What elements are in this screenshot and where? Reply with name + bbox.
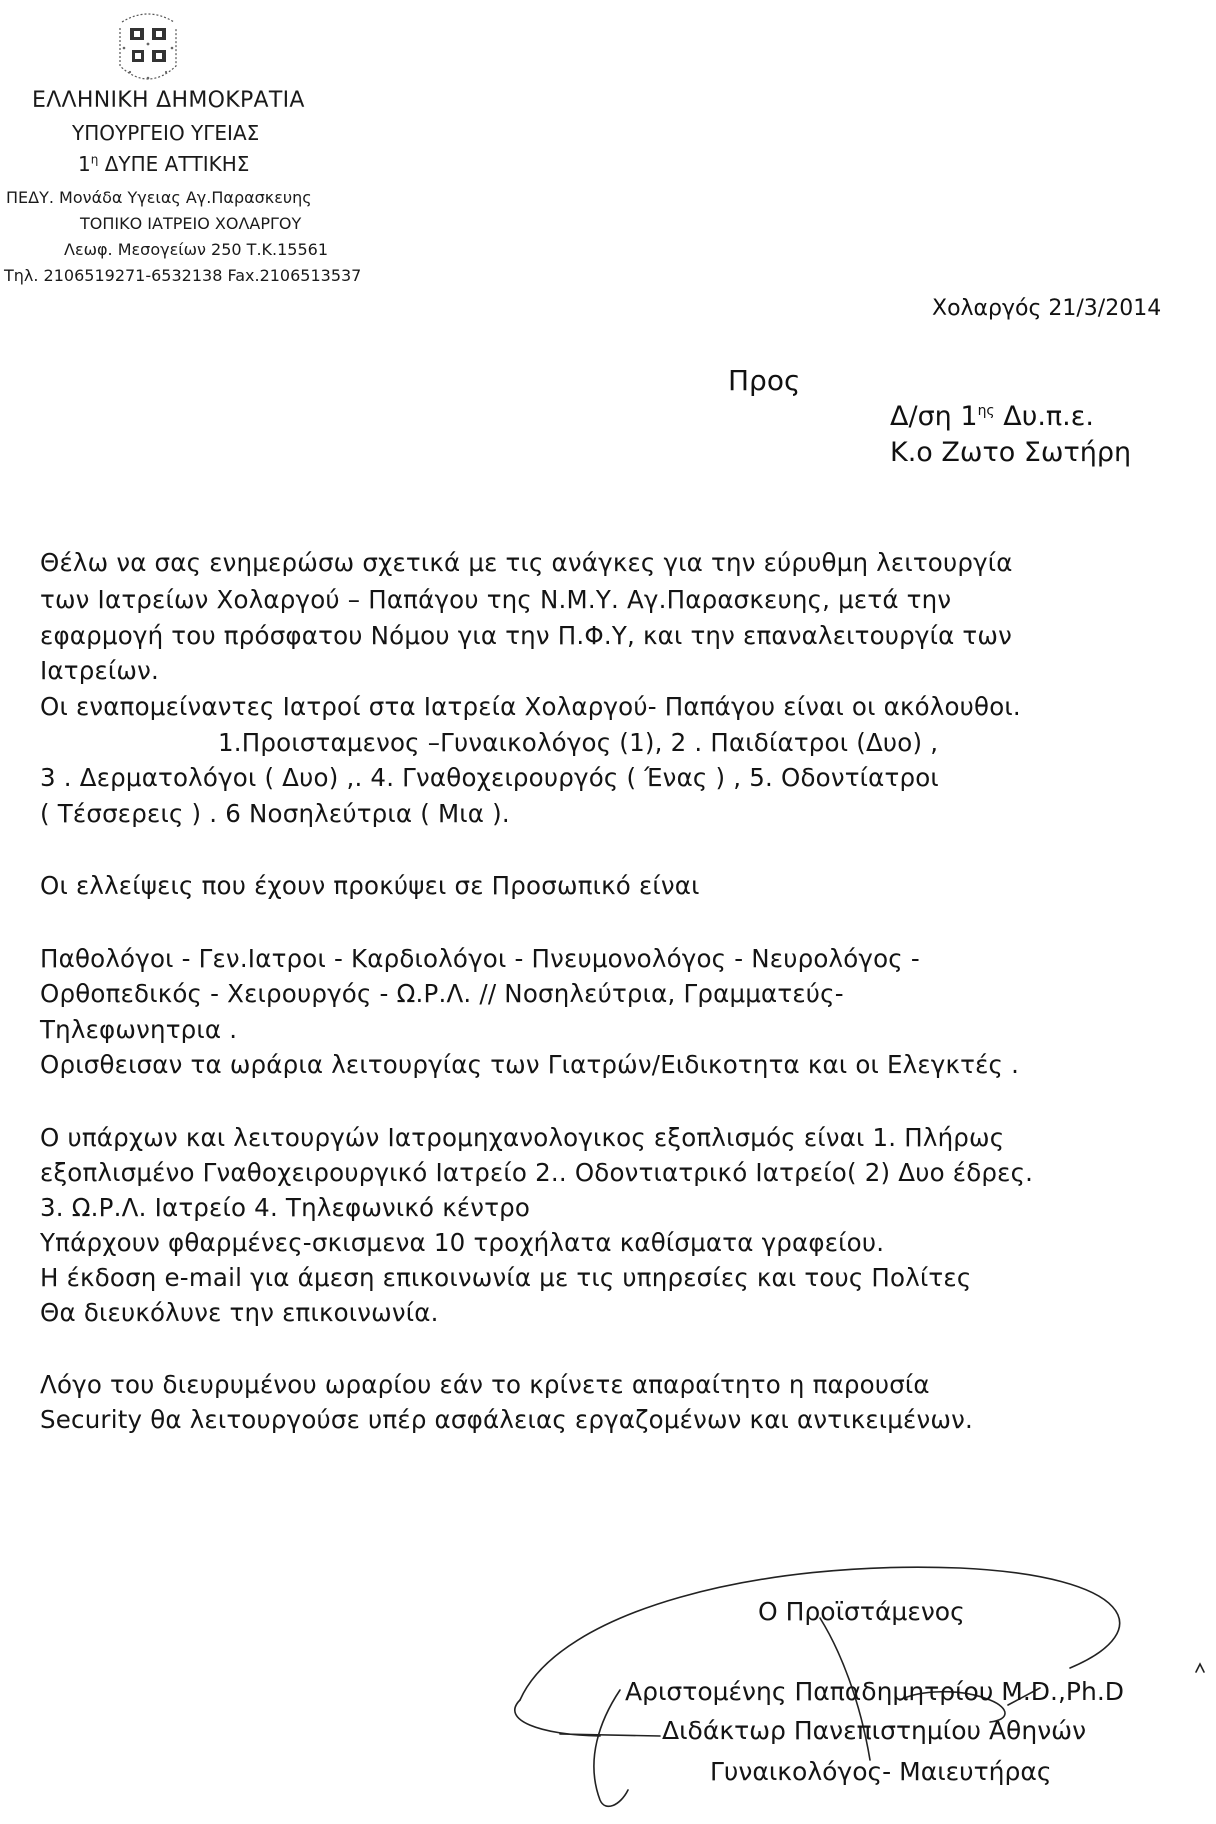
signature-degree: Διδάκτωρ Πανεπιστημίου Αθηνών [662, 1716, 1087, 1745]
health-unit: ΠΕΔΥ. Μονάδα Υγειας Αγ.Παρασκευης [6, 188, 312, 207]
staff-line: ( Τέσσερεις ) . 6 Νοσηλεύτρια ( Μια ). [40, 799, 510, 828]
staff-line: 1.Προισταμενος –Γυναικολόγος (1), 2 . Παιδίατροι (Δυο) , [218, 728, 939, 757]
ministry-name: ΥΠΟΥΡΓΕΙΟ ΥΓΕΙΑΣ [72, 121, 260, 145]
recipient-line-1-post: Δυ.π.ε. [994, 401, 1094, 432]
equipment-line: Υπάρχουν φθαρμένες-σκισμενα 10 τροχήλατα καθίσματα γραφείου. [40, 1228, 885, 1257]
shortages-intro: Οι ελλείψεις που έχουν προκύψει σε Προσωπικό είναι [40, 871, 700, 900]
equipment-line: Η έκδοση e-mail για άμεση επικοινωνία με τις υπηρεσίες και τους Πολίτες [40, 1263, 972, 1292]
clinic-phone: Τηλ. 2106519271-6532138 Fax.2106513537 [4, 266, 362, 285]
body-line: Ιατρείων. [40, 656, 160, 685]
signature-specialty: Γυναικολόγος- Μαιευτήρας [710, 1757, 1052, 1786]
security-line: Security θα λειτουργούσε υπέρ ασφάλειας εργαζομένων και αντικειμένων. [40, 1405, 973, 1434]
shortages-line: Ορθοπεδικός - Χειρουργός - Ω.Ρ.Λ. // Νοσηλεύτρια, Γραμματεύς- [40, 979, 844, 1008]
dype-ordinal: η [90, 152, 99, 167]
letter-date: Χολαργός 21/3/2014 [932, 296, 1162, 321]
body-line: Θέλω να σας ενημερώσω σχετικά με τις ανάγκες για την εύρυθμη λειτουργία [40, 548, 1013, 577]
signature-name: Αριστομένης Παπαδημητρίου M.D.,Ph.D [625, 1677, 1125, 1706]
dype-number: 1 [78, 152, 91, 176]
republic-title: ΕΛΛΗΝΙΚΗ ΔΗΜΟΚΡΑΤΙΑ [32, 88, 305, 113]
recipient-line-1-pre: Δ/ση 1 [890, 401, 978, 432]
security-line: Λόγο του διευρυμένου ωραρίου εάν το κρίνετε απαραίτητο η παρουσία [40, 1370, 930, 1399]
staff-line: 3 . Δερματολόγοι ( Δυο) ,. 4. Γναθοχειρουργός ( Ένας ) , 5. Οδοντίατροι [40, 763, 939, 792]
dype-name [78, 152, 249, 176]
equipment-line: Ο υπάρχων και λειτουργών Ιατρομηχανολογικος εξοπλισμός είναι 1. Πλήρως [40, 1123, 1005, 1152]
clinic-address: Λεωφ. Μεσογείων 250 Τ.Κ.15561 [64, 240, 329, 259]
shortages-line: Παθολόγοι - Γεν.Ιατροι - Καρδιολόγοι - Πνευμονολόγος - Νευρολόγος - [40, 944, 920, 973]
body-line: των Ιατρείων Χολαργού – Παπάγου της Ν.Μ.Υ. Αγ.Παρασκευης, μετά την [40, 585, 952, 614]
shortages-line: Ορισθεισαν τα ωράρια λειτουργίας των Γιατρών/Ειδικοτητα και οι Ελεγκτές . [40, 1050, 1020, 1079]
signature-title: Ο Προϊστάμενος [758, 1597, 965, 1626]
equipment-line: εξοπλισμένο Γναθοχειρουργικό Ιατρείο 2.. Οδοντιατρικό Ιατρείο( 2) Δυο έδρες. [40, 1158, 1034, 1187]
recipient-line-2: Κ.ο Ζωτο Σωτήρη [890, 437, 1132, 468]
greek-republic-emblem-icon [100, 8, 196, 92]
recipient-line-1-sup: ης [977, 403, 995, 419]
body-line: εφαρμογή του πρόσφατου Νόμου για την Π.Φ.Υ, και την επαναλειτουργία των [40, 621, 1012, 650]
recipient-line-1 [890, 401, 1094, 432]
equipment-line: Θα διευκόλυνε την επικοινωνία. [40, 1298, 439, 1327]
recipient-label: Προς [728, 364, 801, 397]
shortages-line: Τηλεφωνητρια . [40, 1015, 238, 1044]
equipment-line: 3. Ω.Ρ.Λ. Ιατρείο 4. Τηλεφωνικό κέντρο [40, 1193, 531, 1222]
clinic-name: ΤΟΠΙΚΟ ΙΑΤΡΕΙΟ ΧΟΛΑΡΓΟΥ [80, 214, 302, 233]
body-line: Οι εναπομείναντες Ιατροί στα Ιατρεία Χολαργού- Παπάγου είναι οι ακόλουθοι. [40, 692, 1021, 721]
dype-text: ΔΥΠΕ ΑΤΤΙΚΗΣ [98, 152, 250, 176]
